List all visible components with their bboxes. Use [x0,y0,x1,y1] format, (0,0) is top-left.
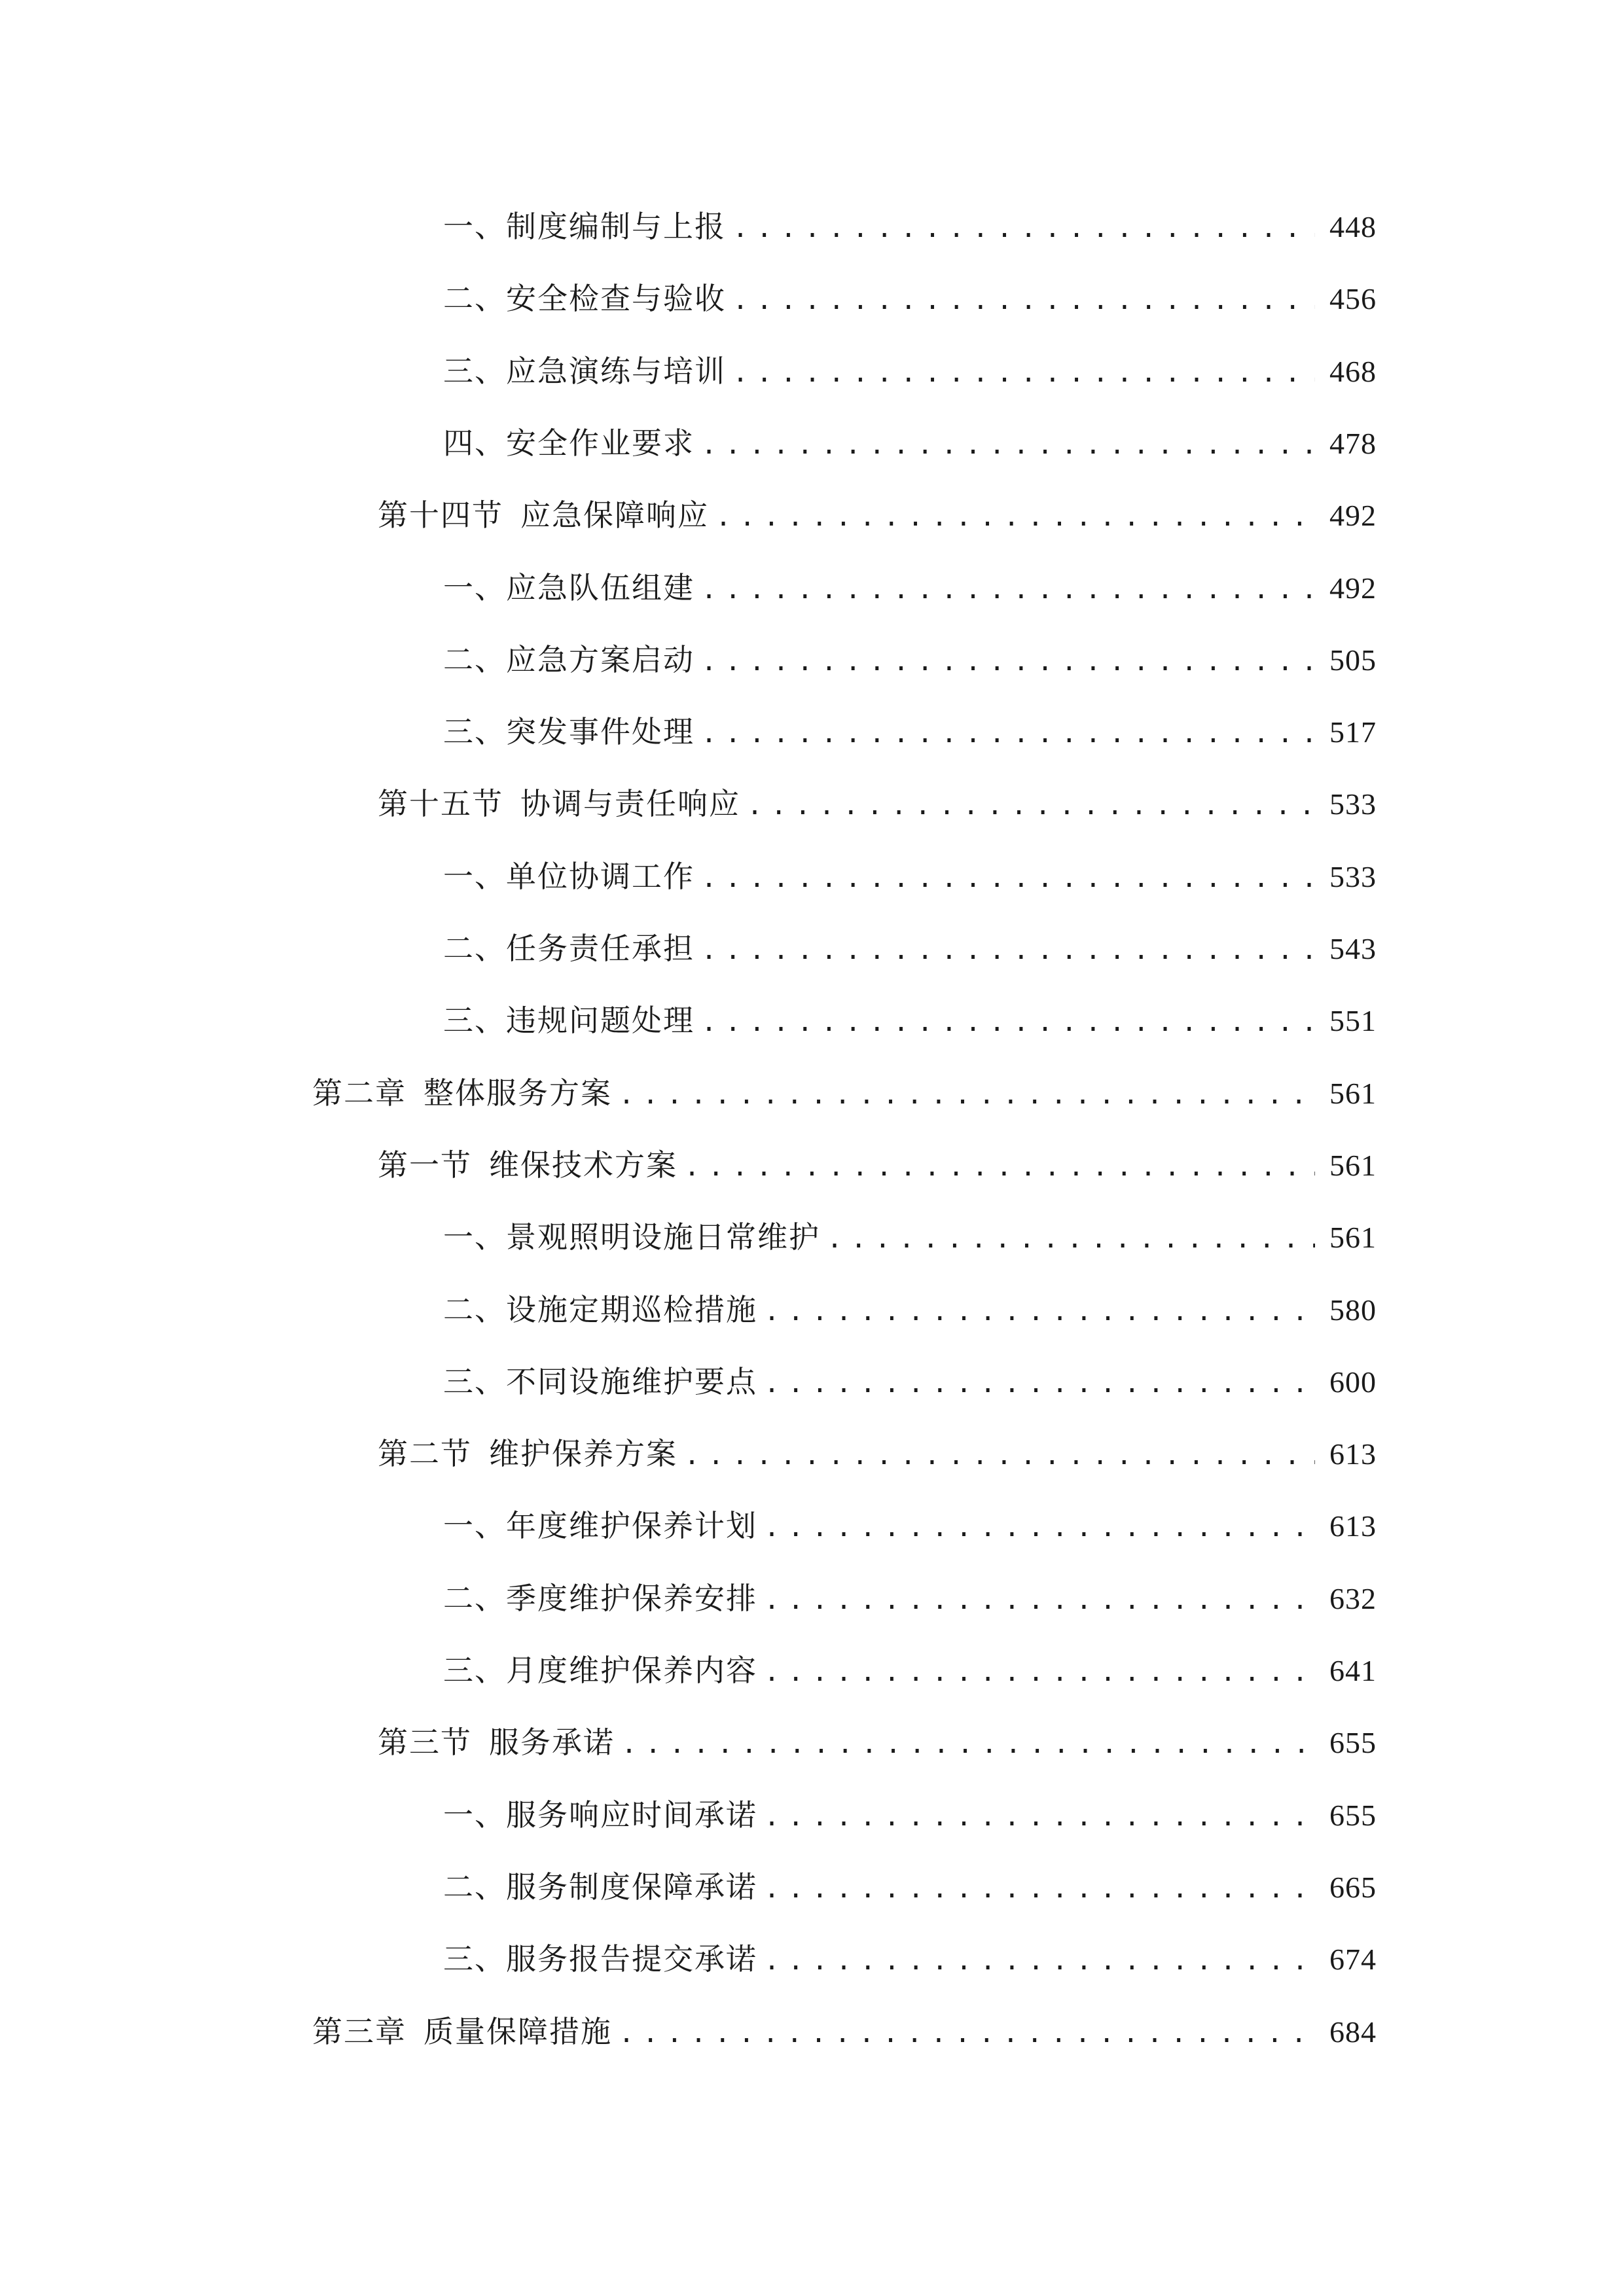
toc-dot-leader [701,865,1315,891]
toc-entry-title: 违规问题处理 [506,1003,695,1039]
toc-entry-title: 服务响应时间承诺 [506,1797,757,1833]
toc-entry-title: 应急队伍组建 [506,569,695,605]
toc-entry[interactable] [0,702,1624,750]
toc-entry-number: 三、 [443,353,506,389]
toc-entry-line [443,714,1377,750]
toc-dot-leader [701,937,1315,963]
toc-entry-title: 服务报告提交承诺 [506,1941,757,1977]
toc-entry[interactable] [0,1063,1624,1109]
toc-entry[interactable] [0,918,1624,964]
toc-entry-line [443,1941,1377,1977]
toc-entry-number: 第十五节 [378,786,503,822]
toc-entry-number: 三、 [443,714,506,750]
toc-entry-page-number: 632 [1329,1581,1377,1615]
toc-entry-title: 安全检查与验收 [506,281,726,317]
toc-entry-title: 质量保障措施 [424,2013,612,2049]
toc-entry[interactable] [0,1857,1624,1903]
toc-entry-title: 服务承诺 [489,1725,615,1761]
toc-entry-line [443,1797,1377,1833]
toc-entry-number: 一、 [443,858,506,894]
toc-entry[interactable] [0,1280,1624,1325]
toc-dot-leader [684,1154,1315,1180]
toc-entry[interactable] [0,1424,1624,1472]
toc-dot-leader [701,1009,1315,1035]
toc-dot-leader [764,1948,1315,1974]
toc-entry-line [378,1147,1377,1183]
toc-entry-number: 一、 [443,569,506,605]
toc-entry[interactable] [0,485,1624,531]
toc-entry[interactable] [0,630,1624,675]
toc-entry[interactable] [0,1785,1624,1831]
toc-entry-number: 二、 [443,1580,506,1616]
toc-entry-page-number: 543 [1329,932,1377,965]
toc-entry[interactable] [0,1352,1624,1397]
toc-entry-line [378,1725,1377,1761]
toc-entry-line [443,281,1377,317]
toc-entry-page-number: 684 [1329,2015,1377,2049]
toc-entry-number: 二、 [443,1869,506,1905]
toc-entry[interactable] [0,1207,1624,1253]
toc-entry-page-number: 613 [1329,1509,1377,1543]
toc-entry-page-number: 580 [1329,1293,1377,1327]
toc-entry[interactable] [0,1929,1624,1975]
toc-dot-leader [701,649,1315,675]
toc-dot-leader [747,793,1315,819]
toc-entry[interactable] [0,413,1624,459]
toc-entry-title: 制度编制与上报 [506,209,726,244]
toc-entry-title: 月度维护保养内容 [506,1653,757,1688]
toc-dot-leader [732,360,1315,386]
toc-entry[interactable] [0,1135,1624,1181]
toc-entry-number: 第十四节 [378,497,503,533]
toc-entry-page-number: 561 [1329,1221,1377,1255]
toc-entry-line [443,211,1377,242]
toc-dot-leader [764,1515,1315,1541]
toc-entry-number: 四、 [443,425,506,461]
toc-entry-number: 二、 [443,931,506,966]
toc-dot-leader [732,287,1315,314]
toc-entry[interactable] [0,1712,1624,1761]
toc-dot-leader [701,432,1315,458]
toc-entry[interactable] [0,558,1624,603]
toc-entry-number: 三、 [443,1941,506,1977]
toc-entry-page-number: 665 [1329,1870,1377,1904]
toc-dot-leader [764,1299,1315,1325]
toc-entry-number: 一、 [443,1219,506,1255]
toc-entry[interactable] [0,846,1624,892]
toc-dot-leader [715,504,1315,530]
toc-entry[interactable] [0,2001,1624,2047]
toc-entry-line [378,786,1377,822]
toc-entry-line [443,1363,1377,1399]
toc-entry-page-number: 505 [1329,643,1377,677]
toc-dot-leader [764,1804,1315,1830]
toc-entry-line [443,1655,1377,1686]
toc-entry-title: 维护保养方案 [489,1436,677,1472]
toc-entry-title: 不同设施维护要点 [506,1363,757,1399]
toc-dot-leader [764,1659,1315,1685]
toc-entry-number: 二、 [443,1291,506,1327]
toc-entry-number: 第二章 [312,1075,406,1111]
toc-dot-leader [764,1587,1315,1613]
toc-dot-leader [701,577,1315,603]
toc-entry-line [443,1003,1377,1039]
toc-entry-line [443,641,1377,677]
toc-entry-number: 第三节 [378,1725,472,1761]
toc-dot-leader [701,721,1315,747]
toc-entry-line [443,933,1377,964]
toc-entry-page-number: 600 [1329,1365,1377,1399]
toc-entry-number: 一、 [443,209,506,244]
toc-entry-line [378,1436,1377,1472]
toc-dot-leader [684,1443,1315,1469]
toc-entry-page-number: 448 [1329,210,1377,243]
toc-dot-leader [732,215,1315,242]
toc-entry-page-number: 551 [1329,1004,1377,1038]
toc-entry-page-number: 492 [1329,571,1377,605]
toc-entry-line [443,425,1377,461]
toc-entry-title: 整体服务方案 [424,1075,612,1111]
toc-entry-page-number: 561 [1329,1148,1377,1182]
toc-dot-leader [764,1371,1315,1397]
toc-entry-title: 安全作业要求 [506,425,695,461]
toc-entry-line [443,569,1377,605]
toc-entry-line [443,1291,1377,1327]
toc-dot-leader [619,1082,1315,1108]
toc-entry-page-number: 478 [1329,426,1377,460]
toc-entry[interactable] [0,341,1624,387]
toc-entry-title: 单位协调工作 [506,858,695,894]
toc-entry-page-number: 492 [1329,499,1377,533]
toc-entry-number: 三、 [443,1653,506,1688]
toc-entry-title: 任务责任承担 [506,931,695,966]
toc-entry-line [443,1508,1377,1544]
toc-entry-line [312,2013,1377,2049]
toc-entry-title: 年度维护保养计划 [506,1508,757,1544]
toc-entry[interactable] [0,196,1624,242]
toc-entry-line [312,1075,1377,1111]
toc-dot-leader [764,1876,1315,1902]
toc-entry-number: 二、 [443,641,506,677]
toc-entry-number: 第二节 [378,1436,472,1472]
toc-entry-title: 服务制度保障承诺 [506,1869,757,1905]
toc-entry-page-number: 533 [1329,859,1377,893]
toc-entry[interactable] [0,268,1624,317]
toc-entry-title: 应急方案启动 [506,641,695,677]
toc-entry-page-number: 674 [1329,1943,1377,1977]
toc-entry-page-number: 641 [1329,1654,1377,1687]
toc-entry[interactable] [0,774,1624,822]
toc-entry-page-number: 517 [1329,715,1377,749]
toc-dot-leader [827,1226,1315,1252]
toc-entry-number: 三、 [443,1003,506,1039]
toc-entry-title: 协调与责任响应 [520,786,740,822]
toc-entry-line [443,1219,1377,1255]
toc-entry-title: 设施定期巡检措施 [506,1291,757,1327]
toc-dot-leader [619,2020,1315,2047]
toc-entry-number: 一、 [443,1797,506,1833]
toc-entry-line [443,353,1377,389]
toc-entry-line [443,858,1377,894]
toc-entry-page-number: 655 [1329,1798,1377,1832]
toc-entry-page-number: 561 [1329,1076,1377,1110]
toc-entry-page-number: 468 [1329,354,1377,388]
toc-entry-line [443,1580,1377,1616]
toc-entry-title: 突发事件处理 [506,714,695,750]
toc-entry[interactable] [0,990,1624,1039]
toc-entry-title: 季度维护保养安排 [506,1580,757,1616]
toc-entry-title: 维保技术方案 [489,1147,677,1183]
toc-entry-title: 应急演练与培训 [506,353,726,389]
toc-entry-number: 第一节 [378,1147,472,1183]
toc-entry-title: 景观照明设施日常维护 [506,1219,820,1255]
toc-entry-page-number: 655 [1329,1726,1377,1760]
toc-entry-number: 三、 [443,1363,506,1399]
toc-dot-leader [621,1731,1315,1757]
toc-entry[interactable] [0,1640,1624,1686]
toc-entry[interactable] [0,1568,1624,1614]
toc-entry[interactable] [0,1496,1624,1544]
toc-entry-number: 第三章 [312,2013,406,2049]
toc-entry-line [378,497,1377,533]
toc-entry-number: 一、 [443,1508,506,1544]
toc-entry-title: 应急保障响应 [520,497,709,533]
toc-entry-page-number: 456 [1329,282,1377,316]
toc-entry-page-number: 533 [1329,787,1377,821]
toc-entry-line [443,1869,1377,1905]
toc-entry-number: 二、 [443,281,506,317]
toc-entry-page-number: 613 [1329,1437,1377,1471]
